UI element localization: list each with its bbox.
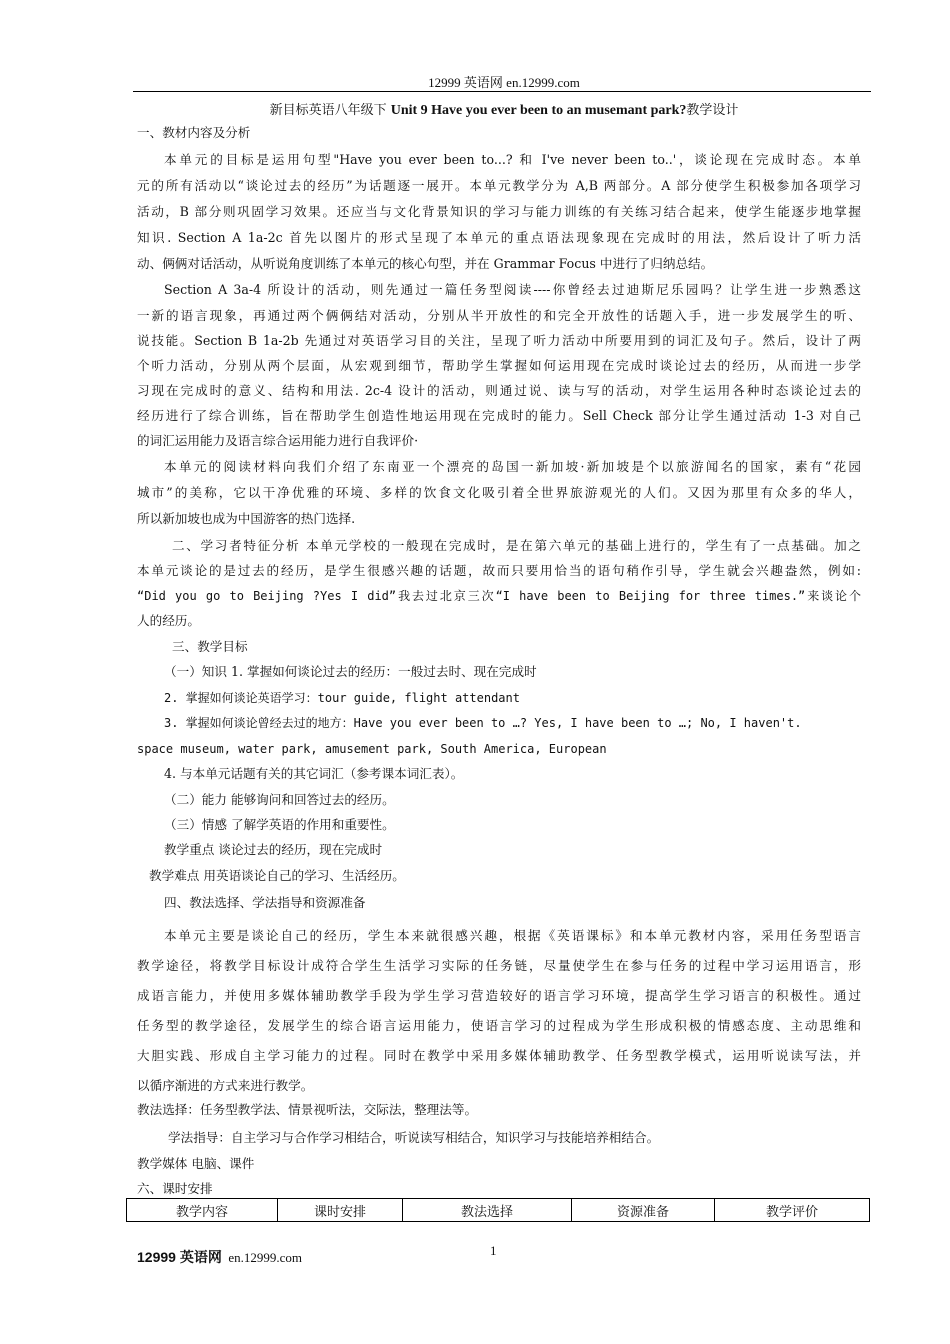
page-header: 12999 英语网 en.12999.com (428, 75, 580, 90)
header-rule (133, 91, 871, 92)
learning-guidance: 学法指导：自主学习与合作学习相结合，听说读写相结合，知识学习与技能培养相结合。 (168, 1130, 660, 1145)
section-heading-4: 四、教法选择、学法指导和资源准备 (164, 895, 366, 910)
objective-emotion: （三）情感 了解学英语的作用和重要性。 (164, 817, 395, 832)
paragraph-line: 动、俩俩对话活动，从听说角度训练了本单元的核心句型，并在 Grammar Focus 中进行了归纳总结。 (137, 256, 714, 271)
title-unit: Unit 9 Have you ever been to an musemant park? (390, 103, 687, 118)
paragraph-line: 的词汇运用能力及语言综合运用能力进行自我评价· (137, 433, 419, 448)
paragraph-line: 本单元主要是谈论自己的经历，学生本来就很感兴趣，根据《英语课标》和本单元教材内容，采用任务型语言 (164, 928, 861, 943)
objective-item: space museum, water park, amusement park, South America, European (137, 742, 607, 756)
paragraph-line: 教学途径，将教学目标设计成符合学生生活学习实际的任务链，尽量使学生在参与任务的过程中学习运用语言，形 (137, 958, 861, 973)
paragraph-line: 知识. Section A 1a-2c 首先以图片的形式呈现了本单元的重点语法现象现在完成时的用法，然后设计了听力活 (137, 230, 861, 245)
paragraph-line: 本单元的阅读材料向我们介绍了东南亚一个漂亮的岛国一新加坡·新加坡是个以旅游闻名的国家，素有“花园 (164, 459, 861, 474)
paragraph-line: 经历进行了综合训练，旨在帮助学生创造性地运用现在完成时的能力。Sell Check 部分让学生通过活动 1-3 对自己 (137, 408, 861, 423)
document-title (138, 99, 870, 119)
section-heading-6: 六、课时安排 (137, 1181, 213, 1196)
paragraph-line: Section A 3a-4 所设计的活动，则先通过一篇任务型阅读----你曾经去过迪斯尼乐园吗？让学生进一步熟悉这 (164, 282, 861, 297)
teaching-difficulty: 教学难点 用英语谈论自己的学习、生活经历。 (149, 868, 405, 883)
paragraph-line: 本单元的目标是运用句型"Have you ever been to...? 和 I've never been to..'，谈论现在完成时态。本单 (164, 152, 861, 167)
paragraph-line: “Did you go to Beijing ?Yes I did”我去过北京三次“I have been to Beijing for three times.”来谈论个 (137, 589, 861, 603)
teaching-media: 教学媒体 电脑、课件 (137, 1156, 255, 1171)
section-heading-3: 三、教学目标 (172, 639, 248, 654)
paragraph-line: 说技能。Section B 1a-2b 先通过对英语学习目的关注，呈现了听力活动中所要用到的词汇及句子。然后，设计了两 (137, 333, 861, 348)
footer-url: en.12999.com (228, 1250, 302, 1265)
paragraph-line: 成语言能力，并使用多媒体辅助教学手段为学生学习营造较好的语言学习环境，提高学生学习语言的积极性。通过 (137, 988, 861, 1003)
table-header-cell: 课时安排 (278, 1199, 403, 1222)
paragraph-line: 任务型的教学途径，发展学生的综合语言运用能力，使语言学习的过程成为学生形成积极的情感态度、主动思维和 (137, 1018, 861, 1033)
paragraph-line: 二、学习者特征分析 本单元学校的一般现在完成时，是在第六单元的基础上进行的，学生有了一点基础。加之 (172, 538, 861, 553)
table-header-cell: 资源准备 (572, 1199, 715, 1222)
footer-site: 12999 英语网 (137, 1249, 222, 1265)
schedule-table (126, 1198, 870, 1222)
paragraph-line: 一新的语言现象，再通过两个俩俩结对活动，分别从半开放性的和完全开放性的话题入手，进一步发展学生的听、 (137, 308, 861, 323)
paragraph-line: 元的所有活动以“谈论过去的经历”为话题逐一展开。本单元教学分为 A,B 两部分。A 部分使学生积极参加各项学习 (137, 178, 861, 193)
paragraph-line: 本单元谈论的是过去的经历，是学生很感兴趣的话题，故而只要用恰当的语句稍作引导，学生就会兴趣盎然，例如: (137, 563, 861, 578)
paragraph-line: 以循序渐进的方式来进行教学。 (137, 1078, 314, 1093)
objective-ability: （二）能力 能够询问和回答过去的经历。 (164, 792, 395, 807)
page-footer (137, 1247, 302, 1267)
objective-item: 2. 掌握如何谈论英语学习：tour guide, flight attendant (164, 691, 520, 705)
teaching-focus: 教学重点 谈论过去的经历，现在完成时 (164, 842, 383, 857)
objective-item: 4. 与本单元话题有关的其它词汇（参考课本词汇表）。 (164, 766, 464, 781)
objective-knowledge: （一）知识 1. 掌握如何谈论过去的经历：一般过去时、现在完成时 (164, 664, 537, 679)
table-header-cell: 教法选择 (403, 1199, 572, 1222)
paragraph-line: 人的经历。 (137, 613, 200, 628)
paragraph-line: 习现在完成时的意义、结构和用法. 2c-4 设计的活动，则通过说、读与写的活动，对学生运用各种时态谈论过去的 (137, 383, 861, 398)
title-prefix: 新目标英语八年级下 (269, 103, 391, 118)
paragraph-line: 城市”的美称，它以干净优雅的环境、多样的饮食文化吸引着全世界旅游观光的人们。又因为那里有众多的华人， (137, 485, 861, 500)
paragraph-line: 活动，B 部分则巩固学习效果。还应当与文化背景知识的学习与能力训练的有关练习结合起来，使学生能逐步地掌握 (137, 204, 861, 219)
title-suffix: 教学设计 (686, 103, 739, 118)
teaching-method: 教法选择：任务型教学法、情景视听法，交际法，整理法等。 (137, 1102, 478, 1117)
paragraph-line: 个听力活动，分别从两个层面，从宏观到细节，帮助学生掌握如何运用现在完成时谈论过去的经历，从而进一步学 (137, 358, 861, 373)
page-number: 1 (490, 1243, 497, 1258)
section-heading-1: 一、教材内容及分析 (137, 125, 251, 140)
paragraph-line: 所以新加坡也成为中国游客的热门选择. (137, 511, 356, 526)
table-header-cell: 教学评价 (715, 1199, 870, 1222)
objective-item: 3. 掌握如何谈论曾经去过的地方：Have you ever been to …? Yes, I have been to …; No, I haven't. (164, 716, 802, 730)
table-header-cell: 教学内容 (127, 1199, 278, 1222)
table-header-row (127, 1199, 870, 1222)
paragraph-line: 大胆实践、形成自主学习能力的过程。同时在教学中采用多媒体辅助教学、任务型教学模式，运用听说读写法，并 (137, 1048, 861, 1063)
